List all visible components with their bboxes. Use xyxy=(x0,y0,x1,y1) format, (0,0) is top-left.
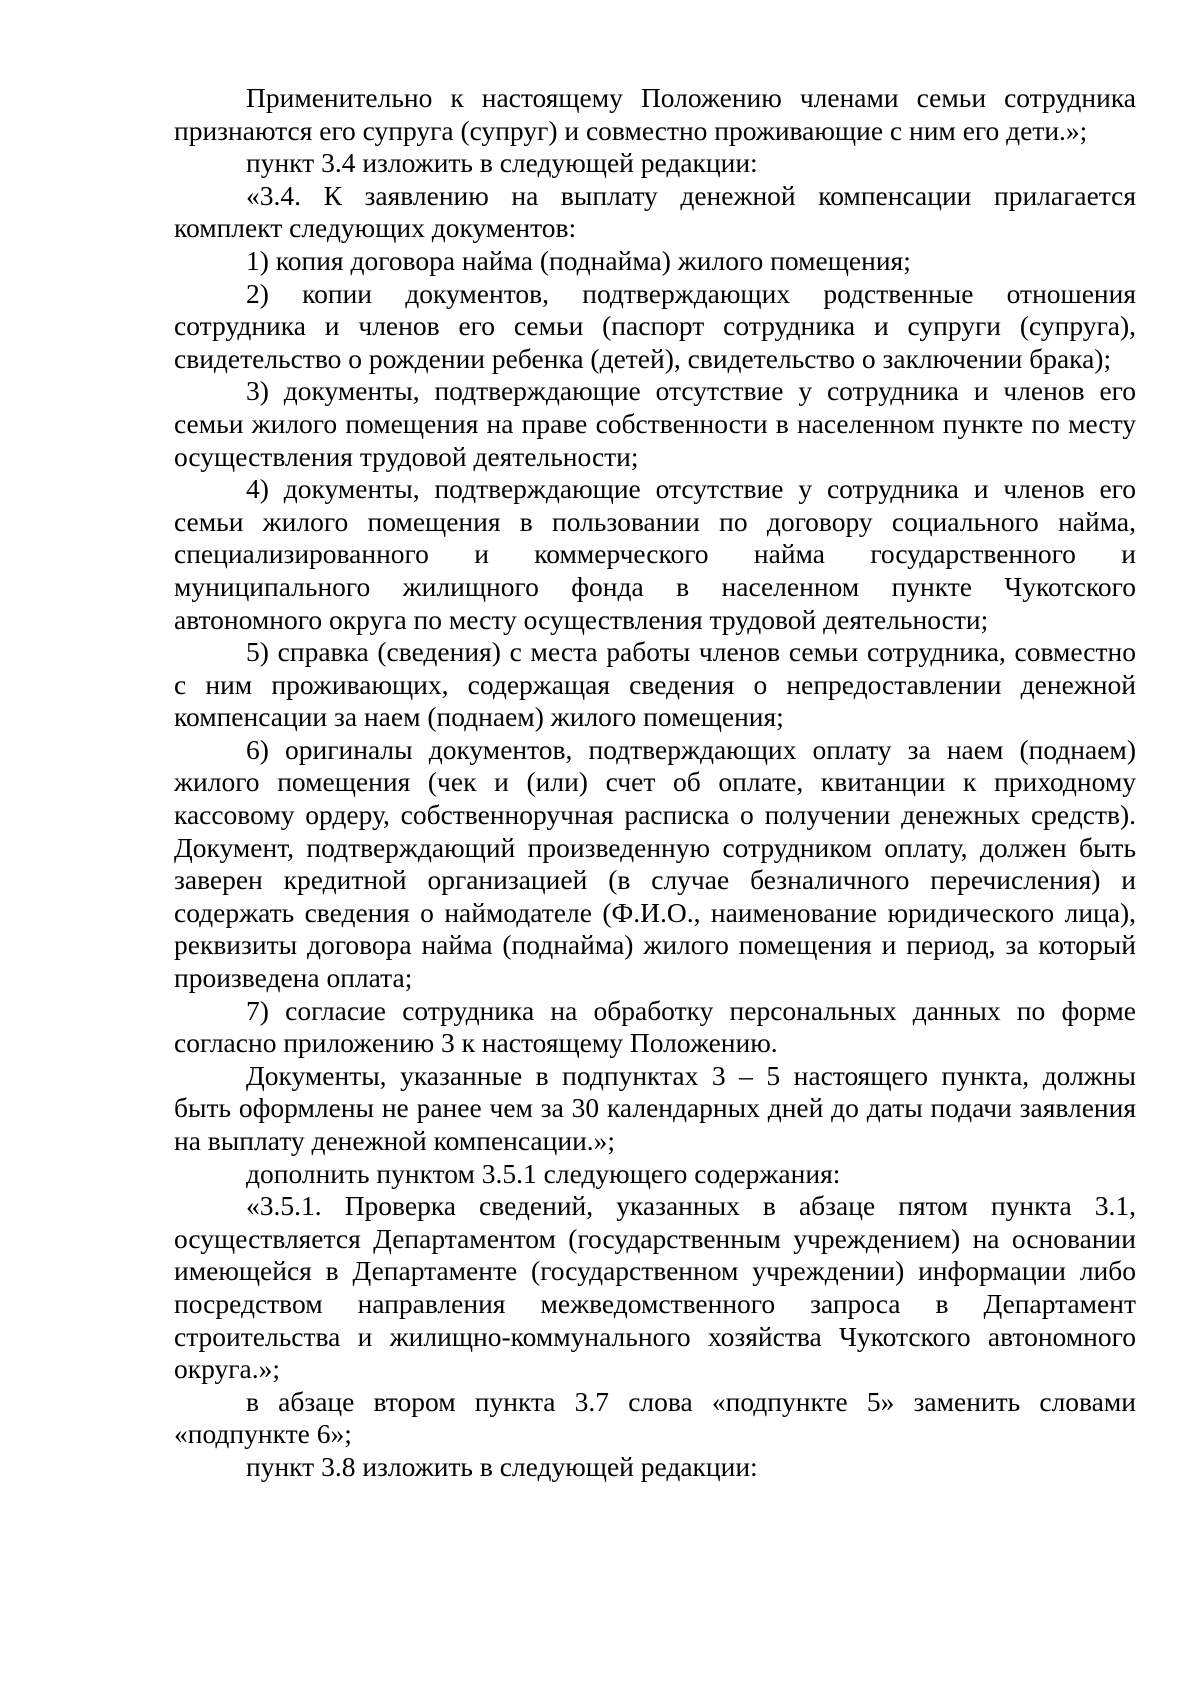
paragraph-amend-3-7: в абзаце втором пункта 3.7 слова «подпункте 5» заменить словами «подпункте 6»; xyxy=(174,1385,1136,1450)
paragraph-3-4-intro: «3.4. К заявлению на выплату денежной компенсации прилагается комплект следующих документов: xyxy=(174,179,1136,244)
paragraph-item-6: 6) оригиналы документов, подтверждающих оплату за наем (поднаем) жилого помещения (чек и (или) счет об оплате, квитанции к приходному кассовому ордеру, собственноручная расписка о получении денежных средств). Документ, подтверждающий произведенную сотрудником оплату, должен быть заверен кредитной организацией (в случае безналичного перечисления) и содержать сведения о наймодателе (Ф.И.О., наименование юридического лица), реквизиты договора найма (поднайма) жилого помещения и период, за который произведена оплата; xyxy=(174,733,1136,994)
paragraph-item-7: 7) согласие сотрудника на обработку персональных данных по форме согласно приложению 3 к настоящему Положению. xyxy=(174,994,1136,1059)
paragraph-3-5-1-text: «3.5.1. Проверка сведений, указанных в абзаце пятом пункта 3.1, осуществляется Департаментом (государственным учреждением) на основании имеющейся в Департаменте (государственном учреждении) информации либо посредством направления межведомственного запроса в Департамент строительства и жилищно-коммунального хозяйства Чукотского автономного округа.»; xyxy=(174,1190,1136,1385)
paragraph-item-4: 4) документы, подтверждающие отсутствие у сотрудника и членов его семьи жилого помещения в пользовании по договору социального найма, специализированного и коммерческого найма государственного и муниципального жилищного фонда в населенном пункте Чукотского автономного округа по месту осуществления трудовой деятельности; xyxy=(174,473,1136,635)
paragraph-amend-3-8: пункт 3.8 изложить в следующей редакции: xyxy=(246,1450,758,1482)
paragraph-item-1: 1) копия договора найма (поднайма) жилого помещения; xyxy=(246,244,911,276)
document-page xyxy=(174,82,1136,1484)
paragraph-item-3: 3) документы, подтверждающие отсутствие у сотрудника и членов его семьи жилого помещения на праве собственности в населенном пункте по месту осуществления трудовой деятельности; xyxy=(174,375,1136,472)
paragraph-family-members: Применительно к настоящему Положению членами семьи сотрудника признаются его супруга (супруг) и совместно проживающие с ним его дети.»; xyxy=(174,82,1136,146)
paragraph-amend-3-4: пункт 3.4 изложить в следующей редакции: xyxy=(246,147,758,179)
paragraph-item-2: 2) копии документов, подтверждающих родственные отношения сотрудника и членов его семьи (паспорт сотрудника и супруги (супруга), свидетельство о рождении ребенка (детей), свидетельство о заключении брака); xyxy=(174,277,1136,374)
paragraph-documents-validity: Документы, указанные в подпунктах 3 – 5 настоящего пункта, должны быть оформлены не ранее чем за 30 календарных дней до даты подачи заявления на выплату денежной компенсации.»; xyxy=(174,1059,1136,1156)
paragraph-item-5: 5) справка (сведения) с места работы членов семьи сотрудника, совместно с ним проживающих, содержащая сведения о непредоставлении денежной компенсации за наем (поднаем) жилого помещения; xyxy=(174,636,1136,733)
paragraph-add-3-5-1: дополнить пунктом 3.5.1 следующего содержания: xyxy=(246,1157,841,1189)
